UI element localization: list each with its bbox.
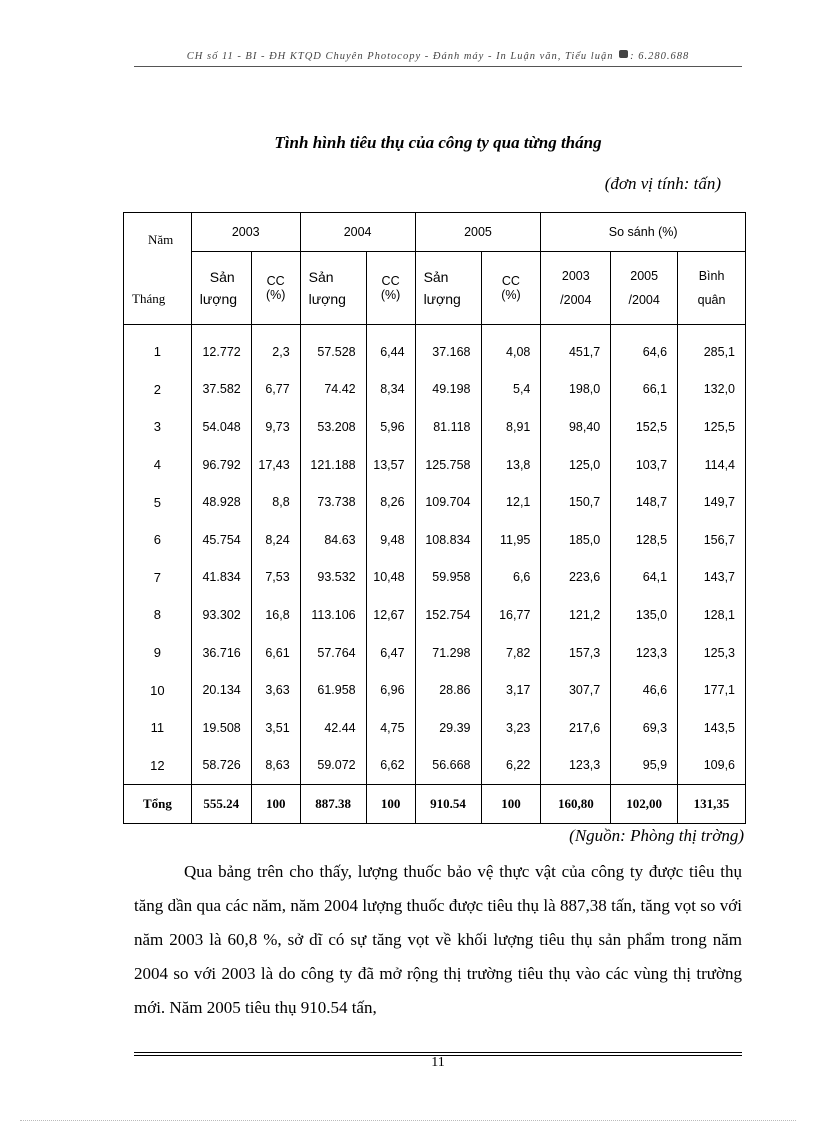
col-sanluong-2004: Sản lượng (300, 252, 366, 325)
col-cc-2004: CC (%) (366, 252, 415, 325)
table-cell: 6,96 (366, 671, 415, 709)
total-cell: 160,80 (541, 785, 611, 824)
table-cell: 121.188 (300, 446, 366, 484)
table-row (124, 325, 746, 371)
sales-table (123, 212, 746, 824)
table-cell: 13,57 (366, 446, 415, 484)
table-cell: 143,7 (678, 559, 746, 597)
table-cell: 16,77 (481, 596, 541, 634)
table-cell: 93.532 (300, 559, 366, 597)
page-number: 11 (431, 1055, 445, 1070)
table-cell: 74.42 (300, 371, 366, 409)
table-cell: 5,4 (481, 371, 541, 409)
table-cell: 223,6 (541, 559, 611, 597)
phone-icon (619, 50, 628, 58)
table-cell: 98,40 (541, 408, 611, 446)
table-cell: 19.508 (191, 709, 251, 747)
table-cell: 152,5 (611, 408, 678, 446)
table-cell: 2,3 (251, 325, 300, 371)
table-cell: 56.668 (415, 747, 481, 785)
table-cell: 8,24 (251, 521, 300, 559)
table-cell: 28.86 (415, 671, 481, 709)
page-header (134, 50, 742, 62)
month-cell: 1 (124, 325, 192, 371)
body-paragraph (134, 855, 742, 1025)
table-cell: 8,26 (366, 483, 415, 521)
total-row (124, 785, 746, 824)
corner-cell (124, 213, 192, 325)
table-cell: 156,7 (678, 521, 746, 559)
table-row (124, 408, 746, 446)
table-cell: 7,82 (481, 634, 541, 672)
table-cell: 59.072 (300, 747, 366, 785)
table-cell: 36.716 (191, 634, 251, 672)
table-cell: 3,63 (251, 671, 300, 709)
table-cell: 73.738 (300, 483, 366, 521)
table-cell: 3,17 (481, 671, 541, 709)
table-cell: 57.528 (300, 325, 366, 371)
source-note: (Nguồn: Phòng thị trờng) (569, 826, 744, 845)
month-cell: 3 (124, 408, 192, 446)
table-cell: 6,77 (251, 371, 300, 409)
table-cell: 64,6 (611, 325, 678, 371)
month-cell: 6 (124, 521, 192, 559)
table-cell: 16,8 (251, 596, 300, 634)
header-phone: : 6.280.688 (630, 51, 690, 62)
table-row (124, 483, 746, 521)
table-cell: 37.582 (191, 371, 251, 409)
table-cell: 10,48 (366, 559, 415, 597)
table-cell: 46,6 (611, 671, 678, 709)
table-cell: 125,0 (541, 446, 611, 484)
table-cell: 57.764 (300, 634, 366, 672)
total-cell: 100 (251, 785, 300, 824)
paragraph-text: Qua bảng trên cho thấy, lượng thuốc bảo vệ thực vật của công ty được tiêu thụ tăng dần qua các năm, năm 2004 lượng thuốc được tiêu thụ là 887,38 tấn, tăng vọt so với năm 2003 là 60,8 %, sở dĩ có sự tăng vọt về khối lượng tiêu thụ sản phẩm trong năm 2004 so với 2003 là do công ty đã mở rộng thị trường tiêu thụ vào các vùng thị trường mới. Năm 2005 tiêu thụ 910.54 tấn, (134, 862, 742, 1017)
table-cell: 66,1 (611, 371, 678, 409)
table-cell: 8,8 (251, 483, 300, 521)
col-compare-average: Bình quân (678, 252, 746, 325)
footer-rule (134, 1052, 742, 1053)
col-sanluong-2003: Sản lượng (191, 252, 251, 325)
table-cell: 3,51 (251, 709, 300, 747)
month-cell: 4 (124, 446, 192, 484)
table-cell: 185,0 (541, 521, 611, 559)
table-cell: 12.772 (191, 325, 251, 371)
table-title: Tình hình tiêu thụ của công ty qua từng tháng (274, 133, 602, 152)
table-cell: 12,67 (366, 596, 415, 634)
table-cell: 54.048 (191, 408, 251, 446)
table-cell: 121,2 (541, 596, 611, 634)
table-cell: 81.118 (415, 408, 481, 446)
table-cell: 125,5 (678, 408, 746, 446)
year-header-2003: 2003 (191, 213, 300, 252)
table-cell: 96.792 (191, 446, 251, 484)
month-cell: 10 (124, 671, 192, 709)
table-cell: 8,63 (251, 747, 300, 785)
header-text: CH số 11 - BI - ĐH KTQD Chuyên Photocopy - Đánh máy - In Luận văn, Tiểu luận (186, 51, 614, 62)
table-cell: 6,6 (481, 559, 541, 597)
table-row (124, 446, 746, 484)
table-cell: 29.39 (415, 709, 481, 747)
month-cell: 12 (124, 747, 192, 785)
table-cell: 84.63 (300, 521, 366, 559)
table-cell: 17,43 (251, 446, 300, 484)
table-cell: 6,62 (366, 747, 415, 785)
table-cell: 125.758 (415, 446, 481, 484)
table-cell: 135,0 (611, 596, 678, 634)
table-cell: 7,53 (251, 559, 300, 597)
table-cell: 103,7 (611, 446, 678, 484)
page-edge-dotted-line (20, 1120, 796, 1121)
table-cell: 6,22 (481, 747, 541, 785)
table-cell: 128,1 (678, 596, 746, 634)
table-cell: 45.754 (191, 521, 251, 559)
table-cell: 49.198 (415, 371, 481, 409)
table-cell: 198,0 (541, 371, 611, 409)
table-cell: 42.44 (300, 709, 366, 747)
table-cell: 109,6 (678, 747, 746, 785)
total-cell: 555.24 (191, 785, 251, 824)
col-cc-2003: CC (%) (251, 252, 300, 325)
month-cell: 7 (124, 559, 192, 597)
month-cell: 8 (124, 596, 192, 634)
table-cell: 157,3 (541, 634, 611, 672)
table-cell: 12,1 (481, 483, 541, 521)
table-cell: 123,3 (611, 634, 678, 672)
table-cell: 148,7 (611, 483, 678, 521)
col-compare-2005-2004: 2005 /2004 (611, 252, 678, 325)
table-cell: 150,7 (541, 483, 611, 521)
table-cell: 149,7 (678, 483, 746, 521)
table-cell: 152.754 (415, 596, 481, 634)
month-cell: 11 (124, 709, 192, 747)
table-body (124, 325, 746, 785)
table-cell: 177,1 (678, 671, 746, 709)
table-cell: 125,3 (678, 634, 746, 672)
table-row (124, 671, 746, 709)
table-row (124, 709, 746, 747)
compare-header: So sánh (%) (541, 213, 746, 252)
table-cell: 451,7 (541, 325, 611, 371)
corner-month-label: Tháng (132, 290, 166, 306)
total-cell: 102,00 (611, 785, 678, 824)
year-header-2004: 2004 (300, 213, 415, 252)
total-label: Tổng (124, 785, 192, 824)
table-cell: 108.834 (415, 521, 481, 559)
table-cell: 9,48 (366, 521, 415, 559)
total-cell: 910.54 (415, 785, 481, 824)
table-cell: 93.302 (191, 596, 251, 634)
table-cell: 71.298 (415, 634, 481, 672)
table-cell: 58.726 (191, 747, 251, 785)
table-cell: 217,6 (541, 709, 611, 747)
table-cell: 59.958 (415, 559, 481, 597)
table-cell: 114,4 (678, 446, 746, 484)
table-cell: 11,95 (481, 521, 541, 559)
table-cell: 113.106 (300, 596, 366, 634)
table-cell: 20.134 (191, 671, 251, 709)
table-cell: 9,73 (251, 408, 300, 446)
table-cell: 13,8 (481, 446, 541, 484)
corner-year-label: Năm (148, 231, 174, 247)
table-row (124, 521, 746, 559)
table-cell: 8,34 (366, 371, 415, 409)
table-cell: 6,47 (366, 634, 415, 672)
col-compare-2003-2004: 2003 /2004 (541, 252, 611, 325)
table-row (124, 747, 746, 785)
table-cell: 95,9 (611, 747, 678, 785)
table-row (124, 596, 746, 634)
table-cell: 143,5 (678, 709, 746, 747)
table-cell: 128,5 (611, 521, 678, 559)
table-cell: 109.704 (415, 483, 481, 521)
table-cell: 6,61 (251, 634, 300, 672)
table-cell: 4,08 (481, 325, 541, 371)
total-cell: 887.38 (300, 785, 366, 824)
table-cell: 8,91 (481, 408, 541, 446)
table-cell: 285,1 (678, 325, 746, 371)
table-cell: 37.168 (415, 325, 481, 371)
table-cell: 64,1 (611, 559, 678, 597)
table-cell: 307,7 (541, 671, 611, 709)
month-cell: 9 (124, 634, 192, 672)
table-cell: 132,0 (678, 371, 746, 409)
table-cell: 41.834 (191, 559, 251, 597)
table-cell: 48.928 (191, 483, 251, 521)
total-cell: 100 (366, 785, 415, 824)
total-cell: 100 (481, 785, 541, 824)
table-cell: 61.958 (300, 671, 366, 709)
header-rule (134, 66, 742, 67)
table-row (124, 634, 746, 672)
table-cell: 3,23 (481, 709, 541, 747)
table-cell: 53.208 (300, 408, 366, 446)
month-cell: 5 (124, 483, 192, 521)
year-header-2005: 2005 (415, 213, 541, 252)
table-cell: 6,44 (366, 325, 415, 371)
table-cell: 69,3 (611, 709, 678, 747)
col-sanluong-2005: Sản lượng (415, 252, 481, 325)
month-cell: 2 (124, 371, 192, 409)
table-cell: 4,75 (366, 709, 415, 747)
table-cell: 123,3 (541, 747, 611, 785)
table-cell: 5,96 (366, 408, 415, 446)
table-row (124, 559, 746, 597)
col-cc-2005: CC (%) (481, 252, 541, 325)
total-cell: 131,35 (678, 785, 746, 824)
table-row (124, 371, 746, 409)
unit-note: (đơn vị tính: tấn) (604, 174, 721, 193)
